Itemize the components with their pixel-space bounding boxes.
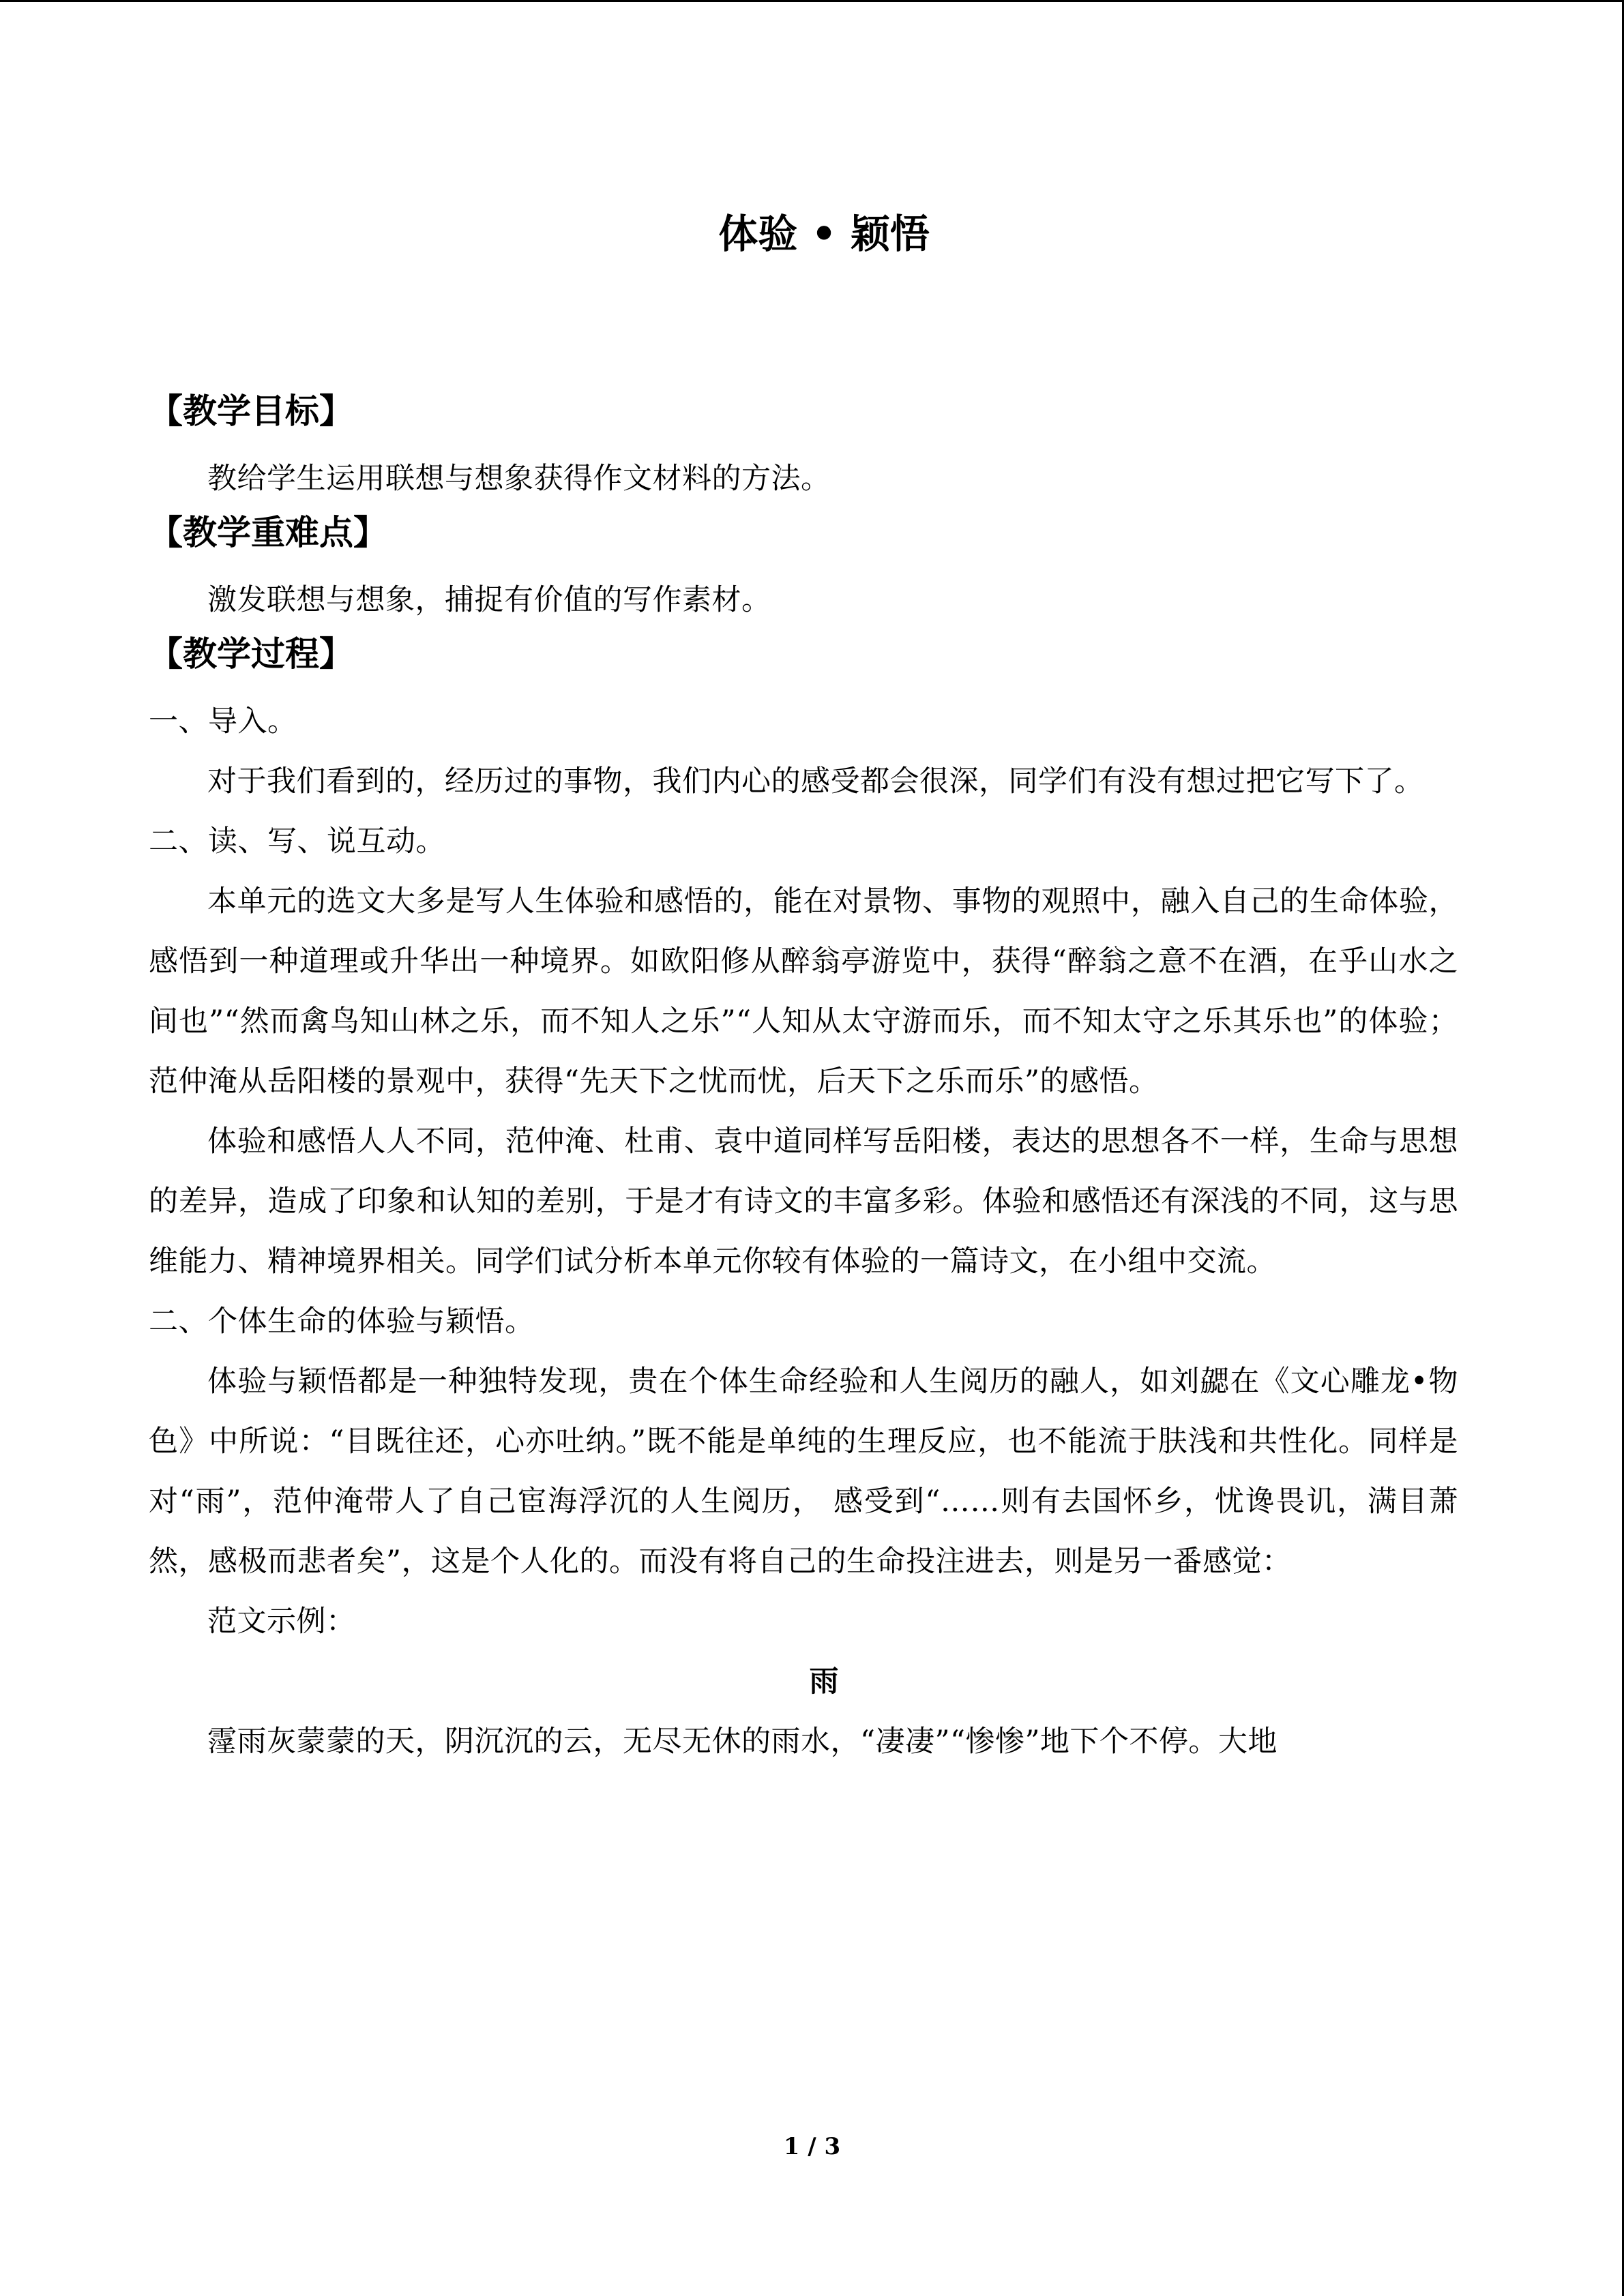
document-body (149, 207, 1458, 1772)
key-heading: 【教学重难点】 (149, 513, 387, 552)
page-number: 1 / 3 (783, 2133, 841, 2160)
step1-text: 对于我们看到的，经历过的事物，我们内心的感受都会很深，同学们有没有想过把它写下了。 (207, 764, 1424, 799)
example-title: 雨 (809, 1665, 839, 1699)
step3-title: 二、个体生命的体验与颖悟。 (149, 1304, 535, 1339)
process-heading: 【教学过程】 (149, 634, 353, 674)
step2-title: 二、读、写、说互动。 (149, 824, 445, 859)
goal-text: 教给学生运用联想与想象获得作文材料的方法。 (207, 462, 831, 496)
example-label: 范文示例： (207, 1605, 356, 1639)
example-paragraph-1: 霪雨灰蒙蒙的天，阴沉沉的云，无尽无休的雨水，“凄凄”“惨惨”地下个不停。大地 (207, 1725, 1278, 1759)
page-title: 体验 • 颖悟 (718, 211, 930, 257)
step3-paragraph-1: 体验与颖悟都是一种独特发现，贵在个体生命经验和人生阅历的融人，如刘勰在《文心雕龙•物色》中所说：“目既往还，心亦吐纳。”既不能是单纯的生理反应，也不能流于肤浅和共性化。同样是对“雨”，范仲淹带人了自己宦海浮沉的人生阅历， 感受到“……则有去国怀乡，忧谗畏讥，满目萧然，感极而悲者矣”，这是个人化的。而没有将自己的生命投注进去，则是另一番感觉： (149, 1365, 1458, 1579)
key-text: 激发联想与想象，捕捉有价值的写作素材。 (207, 583, 771, 617)
step2-paragraph-2: 体验和感悟人人不同，范仲淹、杜甫、袁中道同样写岳阳楼，表达的思想各不一样，生命与思想的差异，造成了印象和认知的差别，于是才有诗文的丰富多彩。体验和感悟还有深浅的不同，这与思维能力、精神境界相关。同学们试分析本单元你较有体验的一篇诗文，在小组中交流。 (149, 1124, 1458, 1279)
goal-heading: 【教学目标】 (149, 391, 353, 431)
step2-paragraph-1: 本单元的选文大多是写人生体验和感悟的，能在对景物、事物的观照中，融入自己的生命体验，感悟到一种道理或升华出一种境界。如欧阳修从醉翁亭游览中，获得“醉翁之意不在酒，在乎山水之间也”“然而禽鸟知山林之乐，而不知人之乐”“人知从太守游而乐，而不知太守之乐其乐也”的体验；范仲淹从岳阳楼的景观中，获得“先天下之忧而忧，后天下之乐而乐”的感悟。 (149, 884, 1458, 1099)
step1-title: 一、导入。 (149, 704, 297, 739)
